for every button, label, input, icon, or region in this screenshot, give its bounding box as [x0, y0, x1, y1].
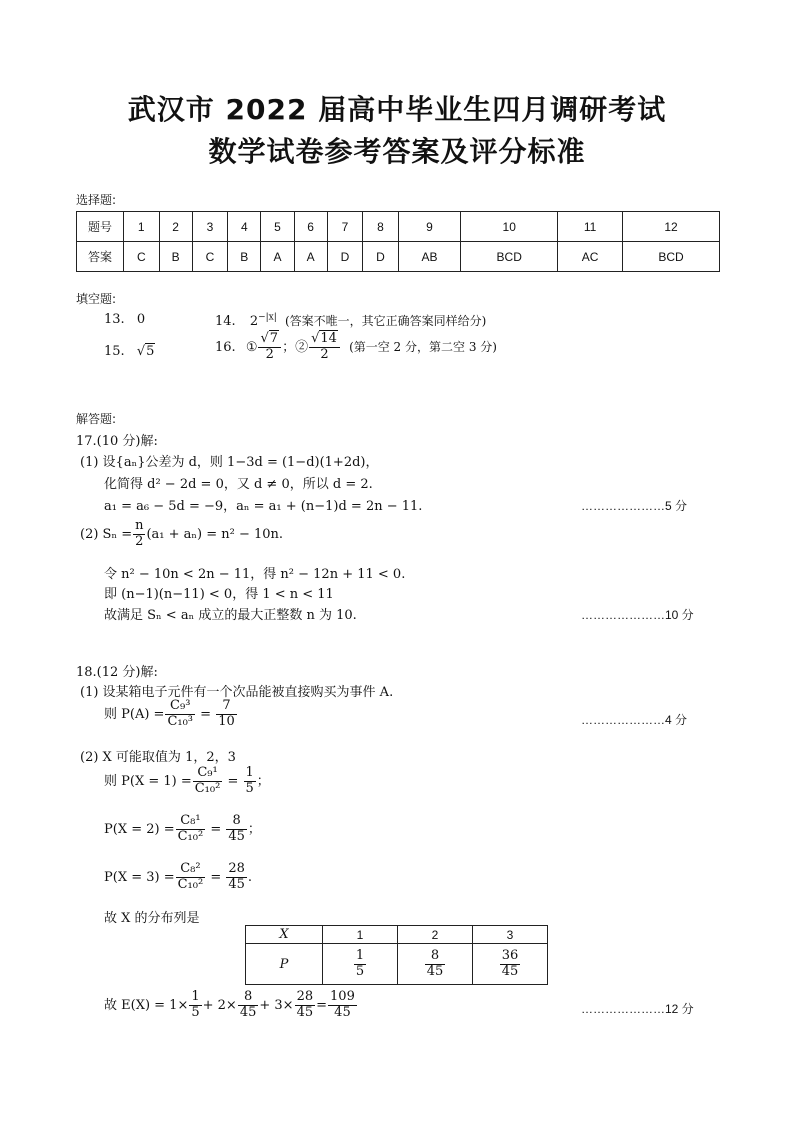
p18-pa-fraction: $\frac{\text{C₉³}}{\text{C₁₀³}}$: [167, 698, 194, 729]
answer-table: [76, 211, 720, 272]
p-value-cell: $\frac{1}{5}$: [323, 944, 398, 985]
p18-part1-line1: (1) 设某箱电子元件有一个次品能被直接购买为事件 A.: [80, 685, 394, 700]
page-title: 武汉市 2022 届高中毕业生四月调研考试: [127, 93, 667, 126]
p17-part2-line3: 即 (n−1)(n−11) < 0，得 1 < n < 11: [104, 587, 334, 602]
p18-px1: 则 P(X = 1) = $\frac{\text{C₉¹}}{\text{C₁₀²}}$ = $\frac{1}{5}$ ；: [104, 765, 270, 796]
sqrt-icon: √: [311, 331, 320, 346]
p17-part2-line1: (2) Sₙ = $\frac{n}{2}$ (a₁ + aₙ) = n² − 10n.: [80, 518, 284, 549]
answer-cell: A: [294, 242, 327, 272]
answer-table-number-row: [77, 212, 720, 242]
p18-score-1: …………………4 分: [581, 713, 688, 727]
answer-cell: B: [159, 242, 192, 272]
x-value-cell: 2: [398, 926, 473, 944]
answer-label-cell: 答案: [77, 242, 124, 272]
p17-score-2: …………………10 分: [581, 608, 694, 622]
distribution-x-row: [246, 926, 548, 944]
number-cell: 5: [261, 212, 294, 242]
answer-cell: C: [124, 242, 160, 272]
q16-circle-one: ①: [245, 339, 258, 355]
answer-cell: BCD: [461, 242, 558, 272]
p17-score-1: …………………5 分: [581, 499, 688, 513]
answer-cell: AB: [398, 242, 461, 272]
p17-part2-line2: 令 n² − 10n < 2n − 11，得 n² − 12n + 11 < 0.: [104, 567, 406, 582]
answer-cell: A: [261, 242, 294, 272]
p17-part1-line3: a₁ = a₆ − 5d = −9，aₙ = a₁ + (n−1)d = 2n − 11.: [104, 499, 423, 514]
p17-part1-line2: 化简得 d² − 2d = 0，又 d ≠ 0，所以 d = 2.: [104, 477, 373, 492]
number-cell: 1: [124, 212, 160, 242]
number-cell: 9: [398, 212, 461, 242]
q15-radicand: 5: [146, 344, 155, 359]
p17-fraction: $\frac{n}{2}$: [135, 518, 144, 549]
p-value-cell: $\frac{36}{45}$: [473, 944, 548, 985]
p18-part1-line2: 则 P(A) = $\frac{\text{C₉³}}{\text{C₁₀³}}$ = $\frac{7}{10}$: [104, 698, 235, 729]
q15-sqrt-icon: √: [136, 344, 146, 359]
answer-cell: D: [327, 242, 363, 272]
answer-table-answer-row: [77, 242, 720, 272]
q16-separator: ；②: [282, 339, 309, 355]
q14-base: 2: [249, 314, 259, 329]
p18-expectation: 故 E(X) = 1× $\frac{1}{5}$ + 2× $\frac{8}{45}$ + 3× $\frac{28}{45}$ = $\frac{109}{45}$: [104, 989, 355, 1020]
number-cell: 3: [192, 212, 228, 242]
number-cell: 4: [228, 212, 261, 242]
answer-cell: AC: [558, 242, 623, 272]
x-label-cell: X: [246, 926, 323, 944]
p-label-cell: P: [246, 944, 323, 985]
distribution-table: [245, 925, 548, 985]
sqrt-icon: √: [260, 331, 269, 346]
p18-heading: 18.(12 分)解:: [76, 665, 158, 680]
p18-px2: P(X = 2) = $\frac{\text{C₈¹}}{\text{C₁₀²}}$ = $\frac{8}{45}$ ；: [104, 813, 261, 844]
x-value-cell: 1: [323, 926, 398, 944]
p-value-cell: $\frac{8}{45}$: [398, 944, 473, 985]
q16: [215, 332, 497, 363]
number-cell: 2: [159, 212, 192, 242]
p18-part2-line1: (2) X 可能取值为 1，2，3: [80, 750, 236, 765]
p18-pa-result: $\frac{7}{10}$: [218, 698, 235, 729]
answer-cell: C: [192, 242, 228, 272]
q14-number: 14.: [215, 314, 236, 329]
q16-fraction-1: $\frac{√7}{2}$: [258, 332, 281, 363]
q15-number: 15.: [104, 344, 125, 359]
number-cell: 10: [461, 212, 558, 242]
p17-heading: 17.(10 分)解:: [76, 434, 158, 449]
answer-cell: BCD: [623, 242, 720, 272]
q14-exponent: −|x|: [258, 312, 277, 323]
solution-heading: 解答题:: [76, 412, 117, 426]
q13-number: 13.: [104, 312, 125, 327]
number-label-cell: 题号: [77, 212, 124, 242]
page-subtitle: 数学试卷参考答案及评分标准: [208, 135, 586, 168]
number-cell: 11: [558, 212, 623, 242]
p18-score-2: …………………12 分: [581, 1002, 694, 1016]
p18-distribution-intro: 故 X 的分布列是: [104, 911, 200, 926]
number-cell: 6: [294, 212, 327, 242]
number-cell: 7: [327, 212, 363, 242]
number-cell: 12: [623, 212, 720, 242]
number-cell: 8: [363, 212, 399, 242]
q16-number: 16.: [215, 339, 236, 355]
choice-heading: 选择题:: [76, 193, 117, 207]
p18-px3: P(X = 3) = $\frac{\text{C₈²}}{\text{C₁₀²}}$ = $\frac{28}{45}$ .: [104, 861, 253, 892]
q14-note: (答案不唯一，其它正确答案同样给分): [284, 314, 487, 328]
fill-heading: 填空题:: [76, 292, 117, 306]
distribution-p-row: [246, 944, 548, 985]
p17-part2-line4: 故满足 Sₙ < aₙ 成立的最大正整数 n 为 10.: [104, 608, 357, 623]
answer-cell: B: [228, 242, 261, 272]
q14: [215, 312, 486, 329]
x-value-cell: 3: [473, 926, 548, 944]
q16-fraction-2: $\frac{√14}{2}$: [309, 332, 340, 363]
p17-part1-line1: (1) 设{aₙ}公差为 d，则 1−3d = (1−d)(1+2d)，: [80, 455, 379, 470]
q15: [104, 344, 155, 359]
q16-note: (第一空 2 分，第二空 3 分): [349, 339, 497, 354]
answer-cell: D: [363, 242, 399, 272]
q13-answer: 0: [136, 312, 146, 327]
q13: [104, 312, 145, 327]
